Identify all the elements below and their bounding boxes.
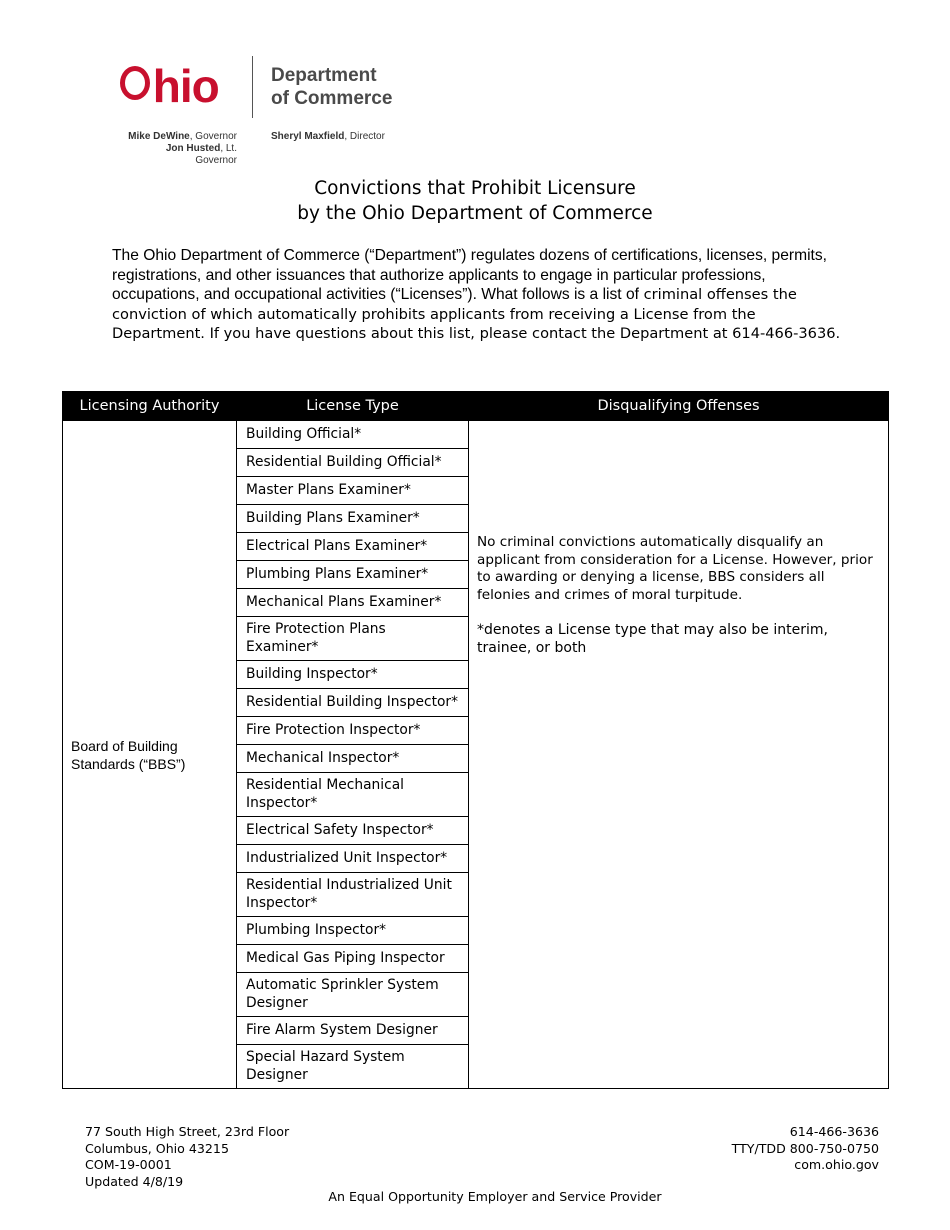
license-type-item: Building Inspector* bbox=[237, 661, 468, 689]
disqualifying-offenses-cell bbox=[469, 421, 889, 1089]
governor-officials bbox=[124, 131, 237, 167]
logo-divider bbox=[252, 56, 253, 118]
table-row bbox=[63, 421, 889, 1089]
page-title bbox=[0, 176, 950, 226]
license-type-item: Residential Building Inspector* bbox=[237, 689, 468, 717]
table-row bbox=[237, 533, 468, 561]
table-row bbox=[237, 477, 468, 505]
footer-address-line1: 77 South High Street, 23rd Floor bbox=[85, 1124, 290, 1139]
table-row bbox=[237, 421, 468, 449]
title-line1: Convictions that Prohibit Licensure bbox=[314, 178, 636, 199]
license-type-item: Fire Alarm System Designer bbox=[237, 1017, 468, 1045]
table-row bbox=[237, 689, 468, 717]
offenses-text: No criminal convictions automatically disqualify an applicant from consideration for a License. However, prior to awarding or denying a license, BBS considers all felonies and crimes of moral turpitude. bbox=[477, 534, 873, 603]
table-row bbox=[237, 661, 468, 689]
table-row bbox=[237, 589, 468, 617]
licensing-authority-cell: Board of Building Standards (“BBS”) bbox=[63, 421, 237, 1089]
footer-form-code: COM-19-0001 bbox=[85, 1157, 172, 1172]
header-disqualifying-offenses: Disqualifying Offenses bbox=[469, 392, 889, 421]
license-type-item: Fire Protection Inspector* bbox=[237, 717, 468, 745]
intro-part2: criminal offenses the conviction of which automatically prohibits applicants from receiving a License from the Department. If you have questions about this list, please contact the Department at 614-466-3636. bbox=[112, 286, 841, 342]
footer-address bbox=[85, 1124, 289, 1190]
footer-updated: Updated 4/8/19 bbox=[85, 1173, 184, 1189]
convictions-table bbox=[62, 391, 889, 1089]
director-role: , Director bbox=[344, 131, 385, 142]
license-type-item: Medical Gas Piping Inspector bbox=[237, 945, 468, 973]
license-type-list bbox=[237, 421, 468, 1088]
table-header-row bbox=[63, 392, 889, 421]
license-type-item: Mechanical Inspector* bbox=[237, 745, 468, 773]
license-type-item: Mechanical Plans Examiner* bbox=[237, 589, 468, 617]
footer-tty: TTY/TDD 800-750-0750 bbox=[731, 1140, 879, 1156]
table-row bbox=[237, 745, 468, 773]
director-name: Sheryl Maxfield bbox=[271, 131, 345, 142]
table-row bbox=[237, 1045, 468, 1089]
license-type-item: Automatic Sprinkler System Designer bbox=[237, 973, 468, 1017]
license-type-item: Fire Protection Plans Examiner* bbox=[237, 617, 468, 661]
table-row bbox=[237, 617, 468, 661]
table-row bbox=[237, 873, 468, 917]
ohio-logo-text-rest: hio bbox=[152, 60, 219, 112]
lt-governor-name: Jon Husted bbox=[165, 143, 221, 154]
table-row bbox=[237, 973, 468, 1017]
license-type-item: Special Hazard System Designer bbox=[237, 1045, 468, 1089]
table-row bbox=[237, 561, 468, 589]
license-type-item: Industrialized Unit Inspector* bbox=[237, 845, 468, 873]
footer-address-line2: Columbus, Ohio 43215 bbox=[85, 1140, 229, 1156]
license-type-item: Electrical Plans Examiner* bbox=[237, 533, 468, 561]
intro-paragraph bbox=[112, 246, 842, 344]
intro-part1: The Ohio Department of Commerce (“Department”) regulates dozens of certifications, licenses, permits, registrations, and other issuances that authorize applicants to engage in particular professions, occupations, and occupational activities (“Licenses”). What follows is a list of bbox=[112, 247, 827, 303]
table-row bbox=[237, 917, 468, 945]
department-name-line1: Department bbox=[271, 65, 377, 86]
lt-governor-role: , Lt. Governor bbox=[195, 143, 237, 166]
governor-name: Mike DeWine bbox=[128, 131, 190, 142]
department-name-line2: of Commerce bbox=[271, 88, 393, 109]
table-row bbox=[237, 1017, 468, 1045]
footer-eoe-statement: An Equal Opportunity Employer and Service Provider bbox=[328, 1189, 662, 1204]
table-row bbox=[237, 505, 468, 533]
header-license-type: License Type bbox=[237, 392, 469, 421]
table-row bbox=[237, 449, 468, 477]
license-type-item: Building Plans Examiner* bbox=[237, 505, 468, 533]
license-type-item: Plumbing Plans Examiner* bbox=[237, 561, 468, 589]
offenses-note: *denotes a License type that may also be interim, trainee, or both bbox=[477, 622, 828, 656]
license-type-cell bbox=[237, 421, 469, 1089]
footer-contact bbox=[600, 1124, 879, 1174]
title-line2: by the Ohio Department of Commerce bbox=[297, 203, 653, 224]
ohio-logo-wordmark bbox=[118, 58, 219, 114]
license-type-item: Residential Industrialized Unit Inspector* bbox=[237, 873, 468, 917]
license-type-item: Residential Mechanical Inspector* bbox=[237, 773, 468, 817]
license-type-item: Residential Building Official* bbox=[237, 449, 468, 477]
license-type-item: Master Plans Examiner* bbox=[237, 477, 468, 505]
footer-phone: 614-466-3636 bbox=[789, 1124, 879, 1139]
director-official bbox=[271, 131, 385, 143]
license-type-item: Building Official* bbox=[246, 425, 362, 442]
footer-website: com.ohio.gov bbox=[794, 1157, 879, 1172]
table-row bbox=[237, 717, 468, 745]
table-row bbox=[237, 817, 468, 845]
table-row bbox=[237, 773, 468, 817]
governor-role: , Governor bbox=[189, 131, 237, 142]
table-row bbox=[237, 945, 468, 973]
table-row bbox=[237, 845, 468, 873]
header-licensing-authority: Licensing Authority bbox=[63, 392, 237, 421]
department-name bbox=[271, 64, 392, 110]
license-type-item: Plumbing Inspector* bbox=[237, 917, 468, 945]
license-type-item: Electrical Safety Inspector* bbox=[237, 817, 468, 845]
